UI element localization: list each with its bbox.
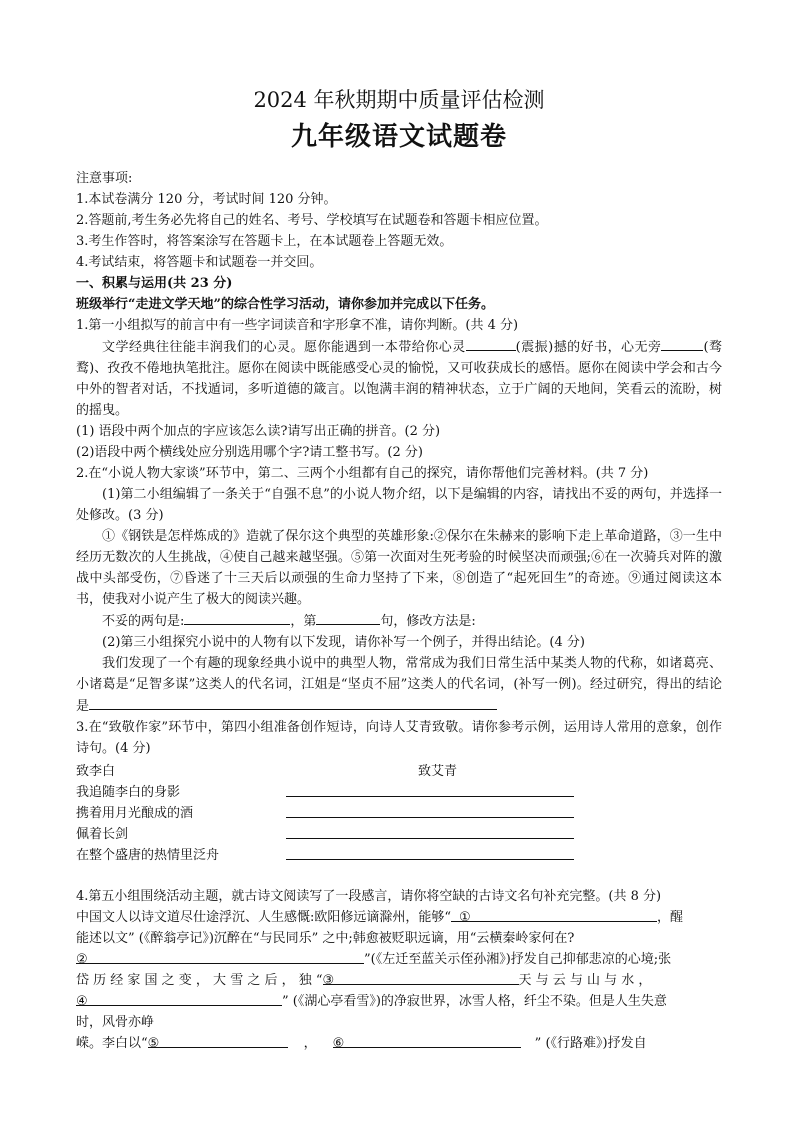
poem-line: 我追随李白的身影 [76, 785, 181, 800]
answer-blank[interactable]: ⑤ [148, 1033, 288, 1048]
section-heading: 一、积累与运用(共 23 分) [76, 276, 233, 291]
poem-line: 携着用月光酿成的酒 [76, 806, 194, 821]
question-4-line: 岱 历 经 家 国 之 变 ， 大 雪 之 后 ， 独 “③ 天 与 云 与 山 与 水 ， [76, 970, 722, 991]
notice-heading: 注意事项: [76, 171, 133, 186]
question-4-stem: 4.第五小组围绕活动主题，就古诗文阅读写了一段感言，请你将空缺的古诗文名句补充完整。(共 8 分) [76, 889, 662, 904]
answer-blank[interactable]: ⑥ [333, 1033, 521, 1048]
poem-title: 致艾青 [418, 764, 458, 779]
answer-blank[interactable] [184, 610, 290, 625]
notice-item: 2.答题前,考生务必先将自己的姓名、考号、学校填写在试题卷和答题卡相应位置。 [76, 213, 548, 228]
exam-title: 九年级语文试题卷 [290, 122, 507, 152]
question-4-line: 嵘。李白以“⑤ ， ⑥ ” (《行路难》)抒发自 [76, 1033, 722, 1054]
question-4-line: ② ”(《左迁至蓝关示侄孙湘》)抒发自己抑郁悲凉的心境;张 [76, 949, 722, 970]
question-2-stem: 2.在“小说人物大家谈”环节中，第二、三两个小组都有自己的探究，请你帮他们完善材料。(共 7 分) [76, 466, 649, 481]
poem-title: 致李白 [76, 764, 116, 779]
notice-item: 4.考试结束，将答题卡和试题卷一并交回。 [76, 255, 323, 270]
exam-header: 2024 年秋期期中质量评估检测 [253, 88, 545, 112]
answer-blank[interactable] [661, 336, 703, 351]
question-3-stem: 3.在“致敬作家”环节中，第四小组准备创作短诗，向诗人艾青致敬。请你参考示例，运用诗人常用的意象，创作诗句。(4 分) [76, 720, 722, 756]
activity-intro: 班级举行“走进文学天地”的综合性学习活动，请你参加并完成以下任务。 [76, 297, 494, 312]
answer-blank[interactable] [316, 610, 380, 625]
answer-blank[interactable]: ③ [323, 970, 519, 985]
poem-line: 在整个盛唐的热情里泛舟 [76, 848, 220, 863]
question-1-passage: 文学经典往往能丰润我们的心灵。愿你能遇到一本带给你心灵 (震振)撼的好书，心无旁 (骛鹜)、孜孜不倦地执笔批注。愿你在阅读中既能感受心灵的愉悦，又可收获成长的感悟。愿你在阅读中学会和古今中外的智者对话，不找遁词，多听道德的箴言。以饱满丰润的精神状态，立于广阔的天地间，笑看云的流盼，树的摇曳。 [76, 336, 722, 421]
question-4-line: 能述以文” (《醉翁亭记》)沉醉在“与民同乐” 之中;韩愈被贬职远谪，用“云横秦岭家何在? [76, 931, 575, 946]
question-1-sub-1: (1) 语段中两个加点的字应该怎么读?请写出正确的拼音。(2 分) [76, 424, 441, 439]
poem-area [76, 761, 722, 866]
answer-blank[interactable]: ① [451, 907, 657, 922]
poem-answer-blank[interactable] [286, 782, 574, 797]
question-2-passage-2: 我们发现了一个有趣的现象经典小说中的典型人物，常常成为我们日常生活中某类人物的代称，如诸葛亮、小诸葛是“足智多谋”这类人的代名词，江姐是“坚贞不屈”这类人的代名词，(补写一例)。经过研究，得出的结论是 [76, 656, 722, 714]
question-2-fill-line: 不妥的两句是: ，第 句，修改方法是: [76, 610, 722, 632]
poem-answer-blank[interactable] [286, 803, 574, 818]
answer-blank[interactable]: ④ [76, 991, 282, 1006]
answer-blank[interactable] [466, 336, 516, 351]
question-4-line: 时，风骨亦峥 [76, 1015, 155, 1030]
answer-blank[interactable] [89, 695, 497, 710]
notice-item: 3.考生作答时，将答案涂写在答题卡上，在本试题卷上答题无效。 [76, 234, 453, 249]
notice-item: 1.本试卷满分 120 分，考试时间 120 分钟。 [76, 192, 337, 207]
question-4-line: ④ ” (《湖心亭看雪》)的净寂世界，冰雪人格，纤尘不染。但是人生失意 [76, 991, 722, 1012]
example-poem [76, 761, 286, 866]
poem-answer-blank[interactable] [286, 824, 574, 839]
question-1-sub-2: (2)语段中两个横线处应分别选用哪个字?请工整书写。(2 分) [76, 445, 423, 460]
poem-answer-blank[interactable] [286, 845, 574, 860]
answer-blank[interactable]: ② [76, 949, 364, 964]
question-1-stem: 1.第一小组拟写的前言中有一些字词读音和字形拿不准，请你判断。(共 4 分) [76, 318, 519, 333]
answer-poem [286, 761, 722, 866]
question-2-sub-1: (1)第二小组编辑了一条关于“自强不息”的小说人物介绍，以下是编辑的内容，请找出不妥的两句，并选择一处修改。(3 分) [76, 487, 722, 523]
question-4-line: 中国文人以诗文道尽仕途浮沉、人生感慨:欧阳修远谪滁州，能够“ ① ，醒 [76, 907, 722, 928]
question-2-passage: ①《钢铁是怎样炼成的》造就了保尔这个典型的英雄形象:②保尔在朱赫来的影响下走上革命道路，③一生中经历无数次的人生挑战，④使自己越来越坚强。⑤第一次面对生死考验的时候坚决而顽强;⑥在一次骑兵对阵的激战中头部受伤，⑦昏迷了十三天后以顽强的生命力坚持了下来，⑧创造了“起死回生”的奇迹。⑨通过阅读这本书，使我对小说产生了极大的阅读兴趣。 [76, 529, 722, 607]
question-2-sub-2: (2)第三小组探究小说中的人物有以下发现，请你补写一个例子，并得出结论。(4 分) [102, 635, 585, 650]
poem-line: 佩着长剑 [76, 827, 129, 842]
